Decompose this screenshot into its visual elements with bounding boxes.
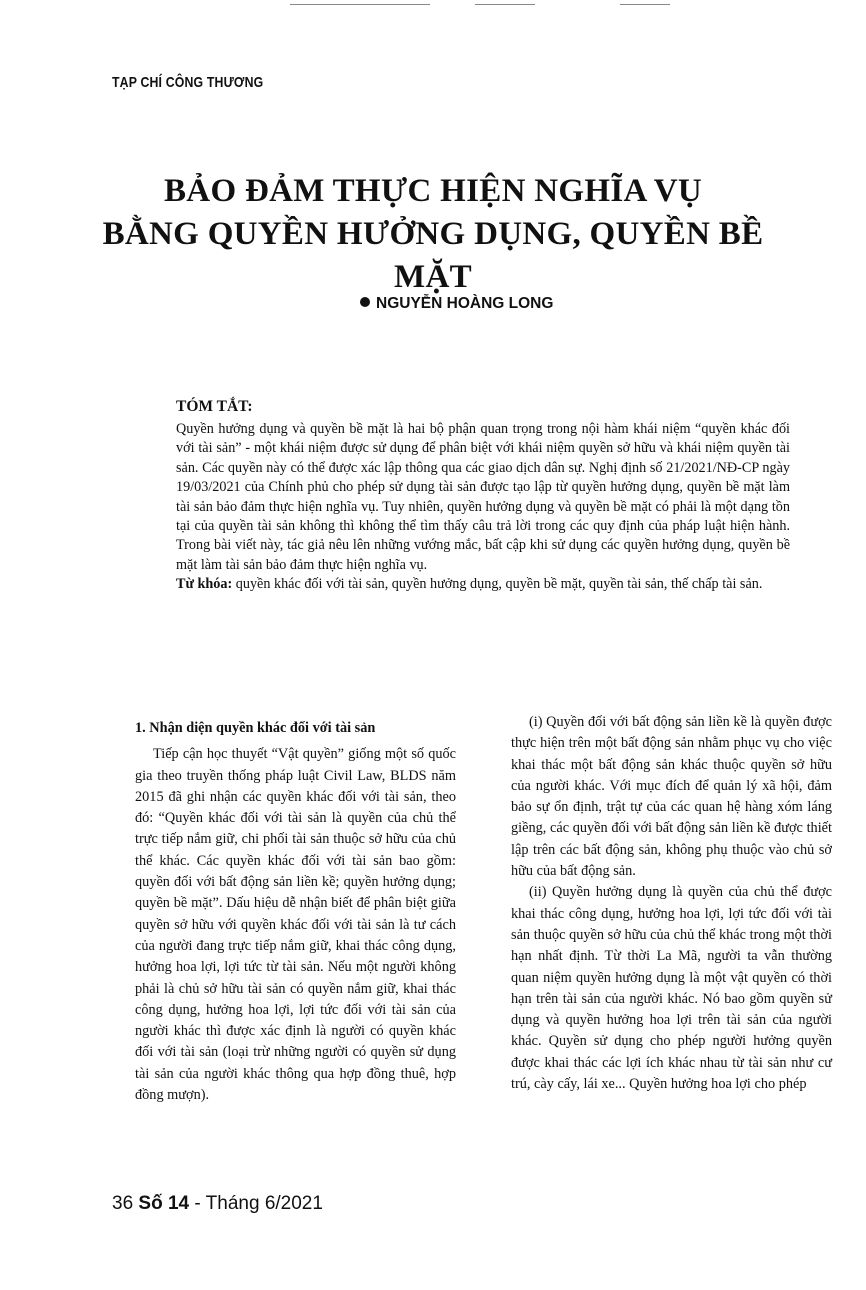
section-heading: 1. Nhận diện quyền khác đối với tài sản <box>135 720 376 736</box>
scan-edge-line <box>620 4 670 5</box>
title-line-1: BẢO ĐẢM THỰC HIỆN NGHĨA VỤ <box>164 173 702 209</box>
issue-date: - Tháng 6/2021 <box>189 1193 323 1214</box>
paragraph: (ii) Quyền hưởng dụng là quyền của chủ thể được khai thác công dụng, hưởng hoa lợi, lợi tức đối với tài sản thuộc quyền sở hữu của chủ thể khác trong một thời hạn nhất định. Từ thời La Mã, người ta vẫn thường quan niệm quyền hưởng dụng là một vật quyền có thời hạn trên tài sản của người khác. Nó bao gồm quyền sử dụng và quyền hưởng hoa lợi trên tài sản của người khác. Quyền sử dụng cho phép người hưởng quyền được khai thác các lợi ích khác nhau từ tài sản như cư trú, cày cấy, lái xe... Quyền hưởng hoa lợi cho phép <box>511 884 832 1093</box>
scan-edge-line <box>475 4 535 5</box>
paragraph: Tiếp cận học thuyết “Vật quyền” giống một số quốc gia theo truyền thống pháp luật Civil Law, BLDS năm 2015 đã ghi nhận các quyền khác đối với tài sản, theo đó: “Quyền khác đối với tài sản là quyền của chủ thể trực tiếp nắm giữ, chi phối tài sản thuộc sở hữu của chủ thể khác. Các quyền khác đối với tài sản bao gồm: quyền đối với bất động sản liền kề; quyền hưởng dụng; quyền bề mặt”. Dấu hiệu dễ nhận biết để phân biệt giữa quyền sở hữu với quyền khác đối với tài sản là tư cách của người đang trực tiếp nắm giữ, khai thác công dụng, hưởng hoa lợi, lợi tức từ tài sản. Nếu một người không phải là chủ sở hữu tài sản có quyền nắm giữ, khai thác công dụng, hưởng hoa lợi, lợi tức đối với tài sản của người khác thì được xác định là người có quyền khác đối với tài sản (loại trừ những người có quyền sử dụng tài sản của người khác thông qua hợp đồng thuê, hợp đồng mượn). <box>135 746 456 1104</box>
paragraph: (i) Quyền đối với bất động sản liền kề là quyền được thực hiện trên một bất động sản nhằm phục vụ cho việc khai thác một bất động sản khác thuộc quyền sở hữu của người khác. Với mục đích để quản lý xã hội, đảm bảo sự ổn định, trật tự của các quan hệ hàng xóm láng giềng, các quyền đối với bất động sản liền kề được thiết lập trên các bất động sản, không phụ thuộc vào chủ sở hữu của bất động sản. <box>511 714 832 880</box>
page-footer <box>112 1193 323 1215</box>
article-title <box>70 170 796 299</box>
title-line-2: BẰNG QUYỀN HƯỞNG DỤNG, QUYỀN BỀ MẶT <box>102 216 764 295</box>
left-column <box>135 712 456 1106</box>
keywords <box>176 575 790 594</box>
journal-name: TẠP CHÍ CÔNG THƯƠNG <box>112 74 264 91</box>
issue-number: Số 14 <box>138 1193 190 1214</box>
right-column <box>511 712 832 1095</box>
author-byline <box>360 295 553 313</box>
abstract-heading: TÓM TẮT: <box>176 398 253 415</box>
keywords-list: quyền khác đối với tài sản, quyền hưởng dụng, quyền bề mặt, quyền tài sản, thế chấp tài sản. <box>232 576 763 593</box>
page-number: 36 <box>112 1193 134 1214</box>
abstract-body: Quyền hưởng dụng và quyền bề mặt là hai bộ phận quan trọng trong nội hàm khái niệm “quyền khác đối với tài sản” - một khái niệm được sử dụng để phân biệt với khái niệm quyền sở hữu và khái niệm quyền tài sản. Các quyền này có thể được xác lập thông qua các giao dịch dân sự. Nghị định số 21/2021/NĐ-CP ngày 19/03/2021 của Chính phủ cho phép sử dụng tài sản được tạo lập từ quyền hưởng dụng, quyền bề mặt làm tài sản bảo đảm thực hiện nghĩa vụ. Tuy nhiên, quyền hưởng dụng và quyền bề mặt có phải là một dạng tồn tại của quyền tài sản không thì không thể tìm thấy câu trả lời trong các quy định của pháp luật hiện hành. Trong bài viết này, tác giả nêu lên những vướng mắc, bất cập khi sử dụng các quyền hưởng dụng, quyền bề mặt làm tài sản bảo đảm thực hiện nghĩa vụ. <box>176 421 790 573</box>
bullet-icon <box>360 297 370 307</box>
abstract <box>176 420 790 595</box>
scan-edge-line <box>290 4 430 5</box>
author-name: NGUYỄN HOÀNG LONG <box>376 295 554 312</box>
keywords-label: Từ khóa: <box>176 576 233 593</box>
